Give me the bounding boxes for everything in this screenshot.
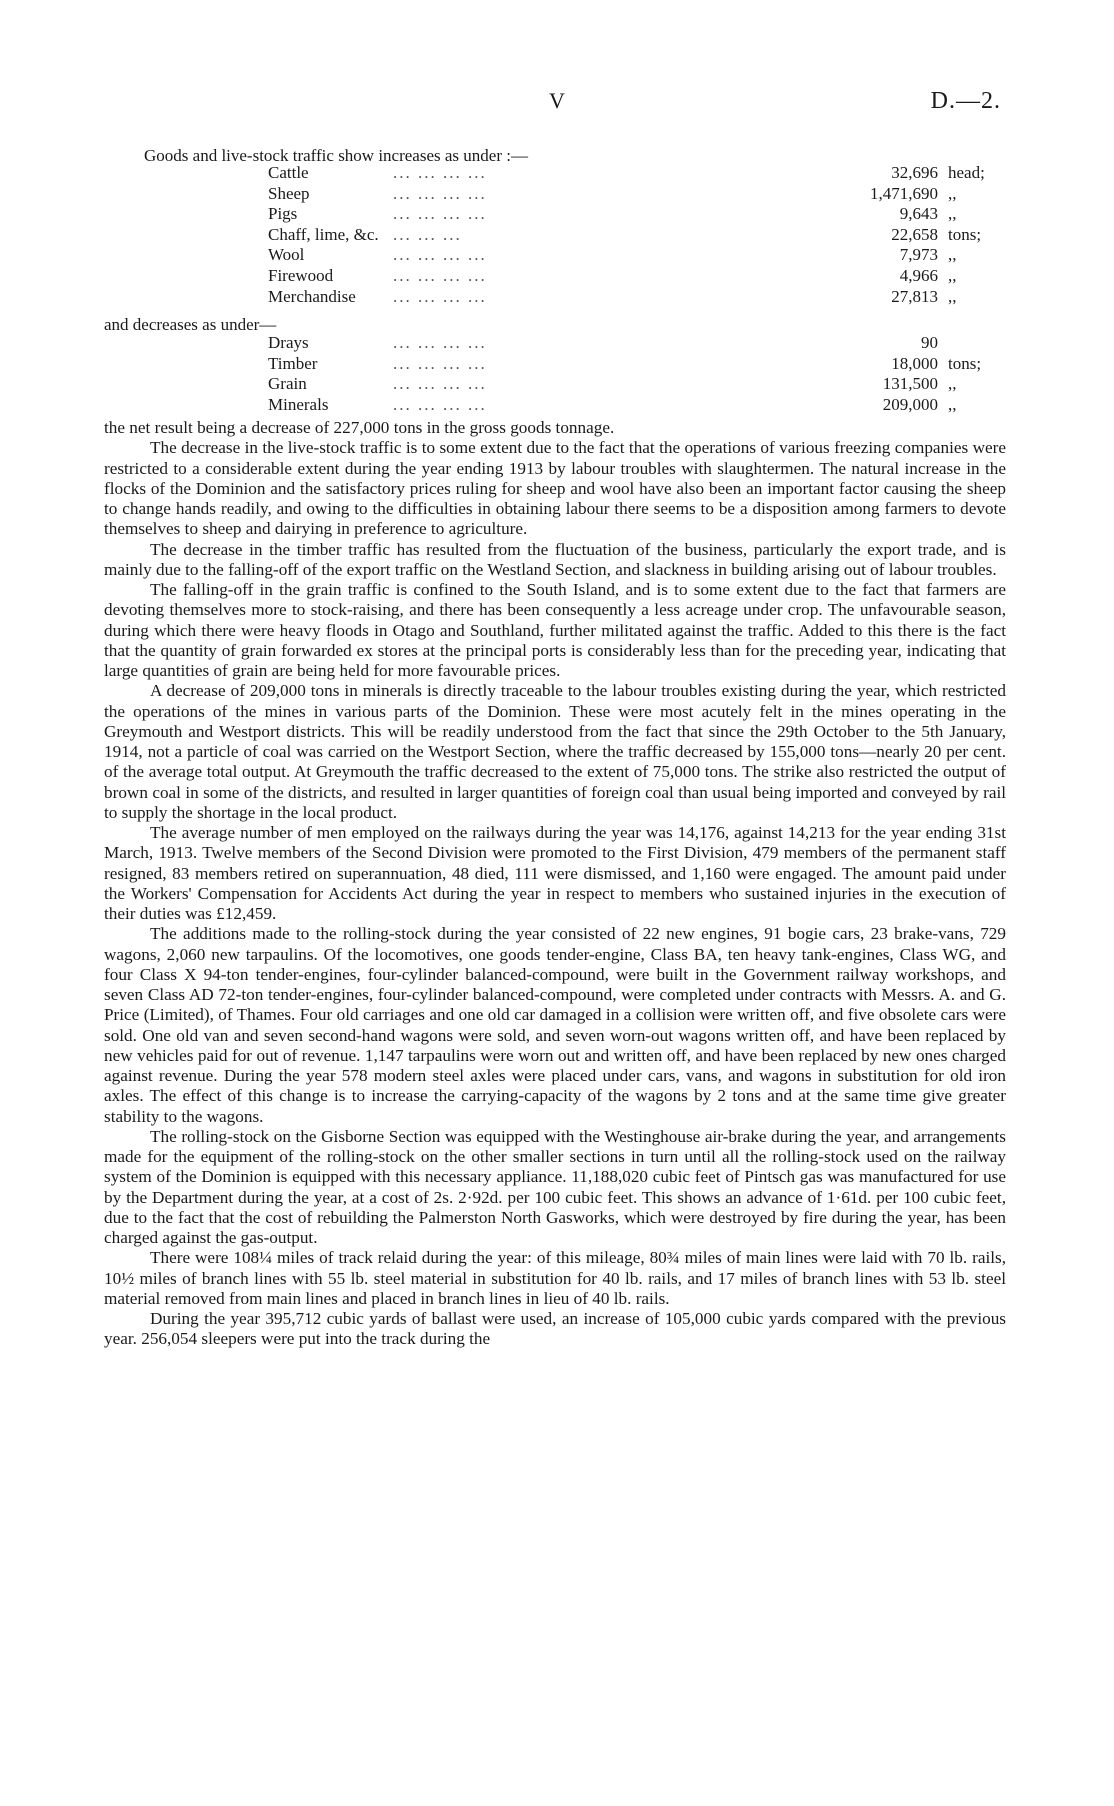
item-name: Wool <box>268 245 305 265</box>
item-unit: head; <box>948 163 985 182</box>
table-row <box>268 333 938 354</box>
item-name: Merchandise <box>268 286 356 306</box>
dot-leader: ... ... ... ... <box>393 353 487 373</box>
dot-leader: ... ... ... <box>393 224 462 244</box>
table-row <box>268 286 957 308</box>
item-quantity: 7,973 <box>899 245 938 265</box>
dot-leader: ... ... ... ... <box>393 163 487 182</box>
item-name: Pigs <box>268 204 298 224</box>
item-name: Timber <box>268 353 318 373</box>
table-row <box>268 374 957 395</box>
paragraph: The average number of men employed on the railways during the year was 14,176, against 14,213 for the year ending 31st March, 1913. Twelve members of the Second Division were promoted to the First Division, 479 members of the permanent staff resigned, 83 members retired on superannuation, 48 died, 111 were dismissed, and 1,160 were engaged. The amount paid under the Workers' Compensation for Accidents Act during the year in respect to members who sustained injuries in the execution of their duties was £12,459. <box>104 823 1006 923</box>
dot-leader: ... ... ... ... <box>393 183 487 203</box>
paragraph: A decrease of 209,000 tons in minerals is directly traceable to the labour troubles existing during the year, which restricted the operations of the mines in various parts of the Dominion. These were most acutely felt in the mines operating in the Greymouth and Westport districts. This will be readily understood from the fact that since the 29th October to the 5th January, 1914, not a particle of coal was carried on the Westport Section, where the traffic decreased by 155,000 tons—nearly 20 per cent. of the average total output. At Greymouth the traffic decreased to the extent of 75,000 tons. The strike also restricted the output of brown coal in some of the districts, and resulted in larger quantities of foreign coal than usual being imported and conveyed by rail to supply the shortage in the local product. <box>104 681 1006 822</box>
paragraph: There were 108¼ miles of track relaid during the year: of this mileage, 80¾ miles of main lines were laid with 70 lb. rails, 10½ miles of branch lines with 55 lb. steel material in substitution for 40 lb. rails, and 17 miles of branch lines with 53 lb. steel material removed from main lines and placed in branch lines in lieu of 40 lb. rails. <box>104 1248 1006 1308</box>
item-unit: ,, <box>948 374 957 394</box>
item-unit: tons; <box>948 224 982 244</box>
table-row <box>268 394 957 416</box>
item-quantity: 18,000 <box>891 353 938 373</box>
document-reference: D.—2. <box>930 88 1001 114</box>
increases-table <box>268 163 985 307</box>
table-row <box>268 183 957 205</box>
table-row <box>268 163 985 184</box>
item-name: Firewood <box>268 265 334 285</box>
item-quantity: 1,471,690 <box>870 183 938 203</box>
dot-leader: ... ... ... ... <box>393 374 487 394</box>
item-name: Drays <box>268 333 309 352</box>
decreases-intro: and decreases as under— <box>104 315 277 334</box>
item-quantity: 4,966 <box>899 265 938 285</box>
paragraph: The rolling-stock on the Gisborne Section was equipped with the Westinghouse air-brake during the year, and arrangements made for the equipment of the rolling-stock on the other smaller sections in turn until all the rolling-stock used on the railway system of the Dominion is equipped with this necessary appliance. 11,188,020 cubic feet of Pintsch gas was manufactured for use by the Department during the year, at a cost of 2s. 2·92d. per 100 cubic feet. This shows an advance of 1·61d. per 100 cubic feet, due to the fact that the cost of rebuilding the Palmerston North Gasworks, which were destroyed by fire during the year, has been charged against the gas-output. <box>104 1126 1006 1247</box>
paragraph: the net result being a decrease of 227,000 tons in the gross goods tonnage. <box>104 418 615 437</box>
page-number: V <box>549 88 565 113</box>
item-name: Grain <box>268 374 307 394</box>
dot-leader: ... ... ... ... <box>393 286 487 306</box>
item-unit: tons; <box>948 353 982 373</box>
item-unit: ,, <box>948 183 957 203</box>
item-quantity: 209,000 <box>882 394 938 414</box>
item-unit: ,, <box>948 394 957 414</box>
item-quantity: 131,500 <box>882 374 938 394</box>
body-text <box>104 418 1006 1350</box>
item-unit: ,, <box>948 204 957 224</box>
item-unit: ,, <box>948 265 957 285</box>
paragraph: The decrease in the live-stock traffic is to some extent due to the fact that the operations of various freezing companies were restricted to a considerable extent during the year ending 1913 by labour troubles with slaughtermen. The natural increase in the flocks of the Dominion and the satisfactory prices ruling for sheep and wool have also been an important factor causing the sheep to change hands readily, and owing to the difficulties in obtaining labour there seems to be a disposition among farmers to devote themselves to sheep and dairying in preference to agriculture. <box>104 438 1006 539</box>
dot-leader: ... ... ... ... <box>393 204 487 224</box>
dot-leader: ... ... ... ... <box>393 394 487 414</box>
table-row <box>268 224 982 246</box>
decreases-table <box>268 333 982 415</box>
table-row <box>268 245 957 266</box>
item-name: Cattle <box>268 163 309 182</box>
item-unit: ,, <box>948 286 957 306</box>
dot-leader: ... ... ... ... <box>393 265 487 285</box>
item-quantity: 22,658 <box>891 224 938 244</box>
table-row <box>268 204 957 225</box>
paragraph: During the year 395,712 cubic yards of ballast were used, an increase of 105,000 cubic yards compared with the previous year. 256,054 sleepers were put into the track during the <box>104 1309 1006 1349</box>
increases-intro: Goods and live-stock traffic show increases as under :— <box>144 146 528 165</box>
paragraph: The falling-off in the grain traffic is confined to the South Island, and is to some extent due to the fact that farmers are devoting themselves more to stock-raising, and there has been consequently a less acreage under crop. The unfavourable season, during which there were heavy floods in Otago and Southland, further militated against the traffic. Added to this there is the fact that the quantity of grain forwarded ex stores at the principal ports is considerably less than for the preceding year, indicating that large quantities of grain are being held for more favourable prices. <box>104 580 1006 680</box>
table-row <box>268 353 982 375</box>
dot-leader: ... ... ... ... <box>393 245 487 265</box>
paragraph: The decrease in the timber traffic has resulted from the fluctuation of the business, particularly the export trade, and is mainly due to the falling-off of the export traffic on the Westland Section, and slackness in building arising out of labour troubles. <box>104 539 1006 579</box>
item-quantity: 32,696 <box>891 163 938 182</box>
item-name: Sheep <box>268 183 310 203</box>
item-quantity: 9,643 <box>899 204 938 224</box>
item-unit: ,, <box>948 245 957 265</box>
item-name: Chaff, lime, &c. <box>268 224 379 244</box>
paragraph: The additions made to the rolling-stock during the year consisted of 22 new engines, 91 bogie cars, 23 brake-vans, 729 wagons, 2,060 new tarpaulins. Of the locomotives, one goods tender-engine, Class BA, ten heavy tank-engines, Class WG, and four Class X 94-ton tender-engines, four-cylinder balanced-compound, were built in the Government railway workshops, and seven Class AD 72-ton tender-engines, four-cylinder balanced-compound, were completed under contracts with Messrs. A. and G. Price (Limited), of Thames. Four old carriages and one old car damaged in a collision were written off, and five obsolete cars were sold. One old van and seven second-hand wagons were sold, and seven worn-out wagons written off, and have been replaced by new vehicles paid for out of revenue. 1,147 tarpaulins were worn out and written off, and have been replaced by new ones charged against revenue. During the year 578 modern steel axles were placed under cars, vans, and wagons in substitution for old iron axles. The effect of this change is to increase the carrying-capacity of the wagons by 2 tons and at the same time give greater stability to the wagons. <box>104 924 1006 1126</box>
table-row <box>268 265 957 287</box>
item-quantity: 27,813 <box>891 286 938 306</box>
dot-leader: ... ... ... ... <box>393 333 487 352</box>
item-name: Minerals <box>268 394 329 414</box>
page-header <box>0 88 1114 118</box>
item-quantity: 90 <box>921 333 938 352</box>
